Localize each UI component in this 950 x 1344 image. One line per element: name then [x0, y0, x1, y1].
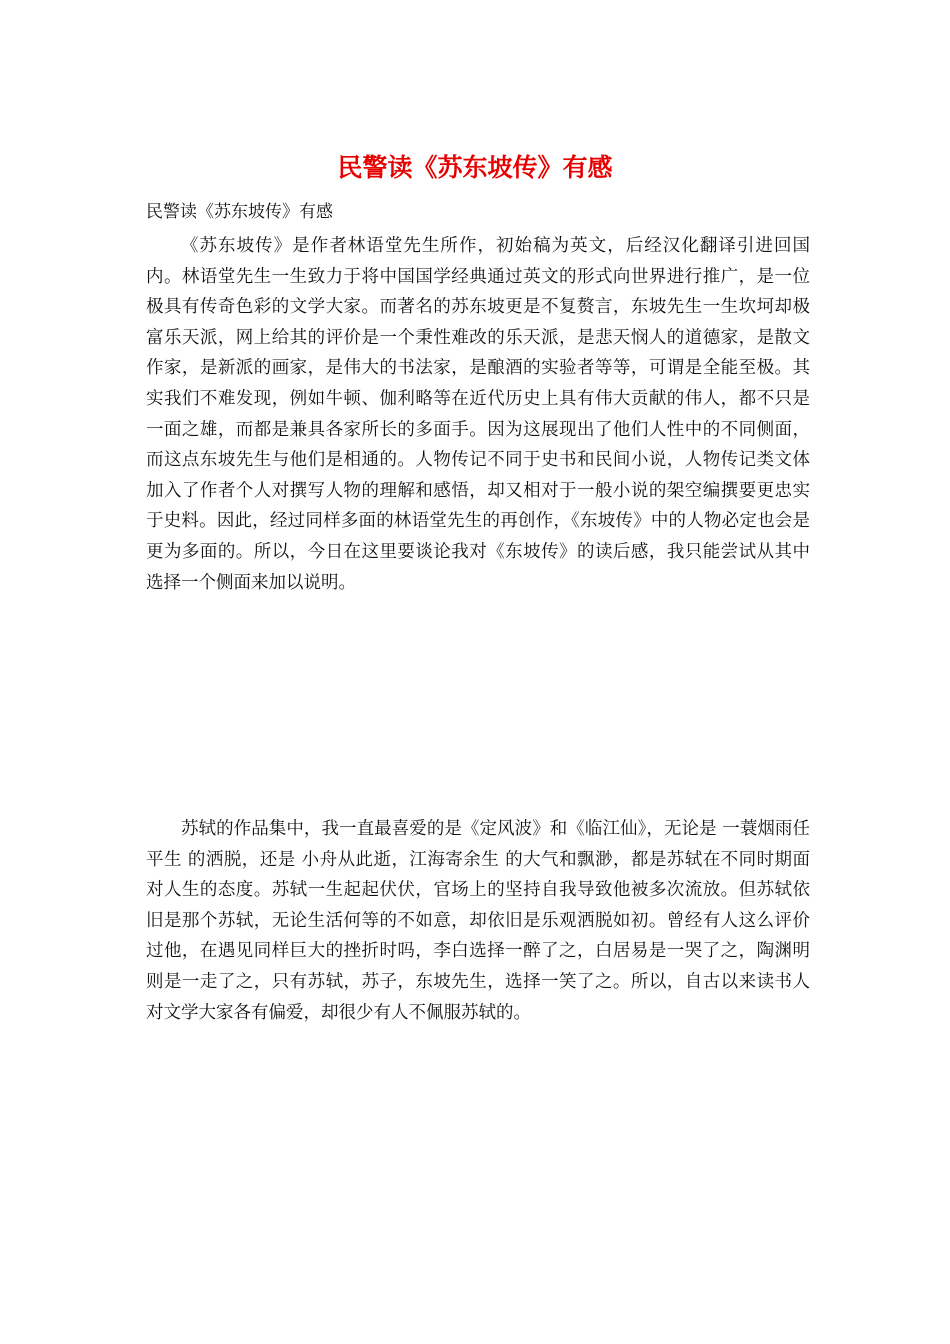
body-paragraph: 苏轼的作品集中，我一直最喜爱的是《定风波》和《临江仙》，无论是 一蓑烟雨任平生 的洒脱，还是 小舟从此逝，江海寄余生 的大气和飘渺，都是苏轼在不同时期面对人生的态度。苏轼一生起起伏伏，官场上的坚持自我导致他被多次流放。但苏轼依旧是那个苏轼，无论生活何等的不如意，却依旧是乐观洒脱如初。曾经有人这么评价过他，在遇见同样巨大的挫折时吗，李白选择一醉了之，白居易是一哭了之，陶渊明则是一走了之，只有苏轼，苏子，东坡先生，选择一笑了之。所以，自古以来读书人对文学大家各有偏爱，却很少有人不佩服苏轼的。 — [146, 819, 810, 1023]
page-title: 民警读《苏东坡传》有感 — [337, 153, 613, 182]
document-subtitle: 民警读《苏东坡传》有感 — [146, 202, 333, 222]
body-paragraph: 《苏东坡传》是作者林语堂先生所作，初始稿为英文，后经汉化翻译引进回国内。林语堂先生一生致力于将中国国学经典通过英文的形式向世界进行推广，是一位极具有传奇色彩的文学大家。而著名的苏东坡更是不复赘言，东坡先生一生坎坷却极富乐天派，网上给其的评价是一个秉性难改的乐天派，是悲天悯人的道德家，是散文作家，是新派的画家，是伟大的书法家，是酿酒的实验者等等，可谓是全能至极。其实我们不难发现，例如牛顿、伽利略等在近代历史上具有伟大贡献的伟人，都不只是一面之雄，而都是兼具各家所长的多面手。因为这展现出了他们人性中的不同侧面，而这点东坡先生与他们是相通的。人物传记不同于史书和民间小说，人物传记类文体加入了作者个人对撰写人物的理解和感悟，却又相对于一般小说的架空编撰要更忠实于史料。因此，经过同样多面的林语堂先生的再创作，《东坡传》中的人物必定也会是更为多面的。所以，今日在这里要谈论我对《东坡传》的读后感，我只能尝试从其中选择一个侧面来加以说明。 — [146, 236, 810, 593]
